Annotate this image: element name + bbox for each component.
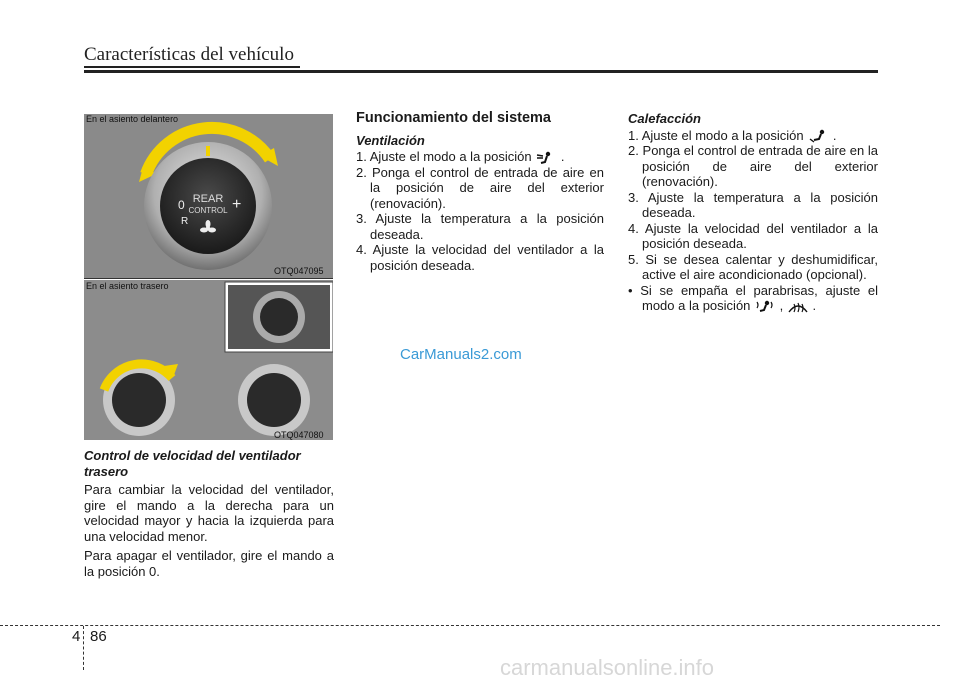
heating-step-2: 2. Ponga el control de entrada de aire en la posición de aire del exterior (renovación). xyxy=(628,143,878,190)
system-operation-title: Funcionamiento del sistema xyxy=(356,110,551,126)
front-photo-code: OTQ047095 xyxy=(274,266,324,276)
ventilation-step-2: 2. Ponga el control de entrada de aire en la posición de aire del exterior (renovación). xyxy=(356,164,604,211)
chapter-number: 4 xyxy=(72,628,81,645)
ventilation-step-1-end: . xyxy=(560,149,565,164)
heating-subtitle: Calefacción xyxy=(628,111,701,126)
knob-label-rear: REAR xyxy=(192,193,224,205)
middle-text-column xyxy=(356,111,604,273)
heating-bullet xyxy=(628,283,878,314)
right-text-column xyxy=(628,111,878,314)
rear-seat-label: En el asiento trasero xyxy=(86,281,169,291)
knob-r-label: R xyxy=(181,216,189,227)
rear-seat-photo xyxy=(84,280,333,440)
heating-step-4: 4. Ajuste la velocidad del ventilador a la posición deseada. xyxy=(628,220,878,252)
heating-step-5: 5. Si se desea calentar y deshumidificar, active el aire acondicionado (opcional). xyxy=(628,251,878,283)
ventilation-step-4: 4. Ajuste la velocidad del ventilador a la posición deseada. xyxy=(356,242,604,273)
ventilation-step-3: 3. Ajuste la temperatura a la posición deseada. xyxy=(356,211,604,242)
knob-plus-label: + xyxy=(232,196,242,213)
heating-step-1-text: 1. Ajuste el modo a la posición xyxy=(628,127,804,143)
floor-mode-icon xyxy=(807,129,829,143)
header-rule xyxy=(84,70,878,73)
heating-steps xyxy=(628,128,878,314)
heating-bullet-end: . xyxy=(812,298,817,314)
rear-photo-code: OTQ047080 xyxy=(274,430,324,440)
fan-speed-paragraph-2: Para apagar el ventilador, gire el mando a la posición 0. xyxy=(84,548,334,579)
ventilation-subtitle: Ventilación xyxy=(356,132,425,148)
heating-bullet-sep: , xyxy=(779,298,784,314)
left-text-column xyxy=(84,448,334,583)
photo-divider xyxy=(84,278,333,279)
front-control-knob-illustration xyxy=(84,114,333,278)
vent-mode-icon xyxy=(535,151,557,165)
watermark: CarManuals2.com xyxy=(400,346,522,363)
heating-bullet-text: • Si se empaña el parabrisas, ajuste el modo a la posición xyxy=(628,282,878,314)
ventilation-steps xyxy=(356,149,604,273)
ventilation-step-1 xyxy=(356,149,604,165)
bottom-watermark: carmanualsonline.info xyxy=(500,655,715,680)
front-seat-label: En el asiento delantero xyxy=(86,114,179,124)
fan-speed-paragraph-1: Para cambiar la velocidad del ventilador, gire el mando a la derecha para un velocidad mayor y hacia la izquierda para una velocidad menor. xyxy=(84,482,334,544)
header-rule-accent xyxy=(84,66,300,68)
heating-step-3: 3. Ajuste la temperatura a la posición deseada. xyxy=(628,189,878,221)
heating-step-1-end: . xyxy=(832,127,837,143)
defrost-icon xyxy=(787,300,809,314)
rear-control-knob-illustration xyxy=(84,280,333,440)
page-number: 86 xyxy=(90,628,107,645)
footer-separator xyxy=(83,626,84,670)
fan-speed-subtitle: Control de velocidad del ventilador trasero xyxy=(84,448,301,479)
front-seat-photo xyxy=(84,114,333,278)
floor-defrost-mode-icon xyxy=(754,300,776,314)
ventilation-step-1-text: 1. Ajuste el modo a la posición xyxy=(356,149,532,164)
footer-rule xyxy=(0,625,940,626)
header-title: Características del vehículo xyxy=(84,44,294,65)
heating-step-1 xyxy=(628,128,878,144)
knob-zero-label: 0 xyxy=(178,198,185,212)
knob-label-control: CONTROL xyxy=(188,206,228,215)
